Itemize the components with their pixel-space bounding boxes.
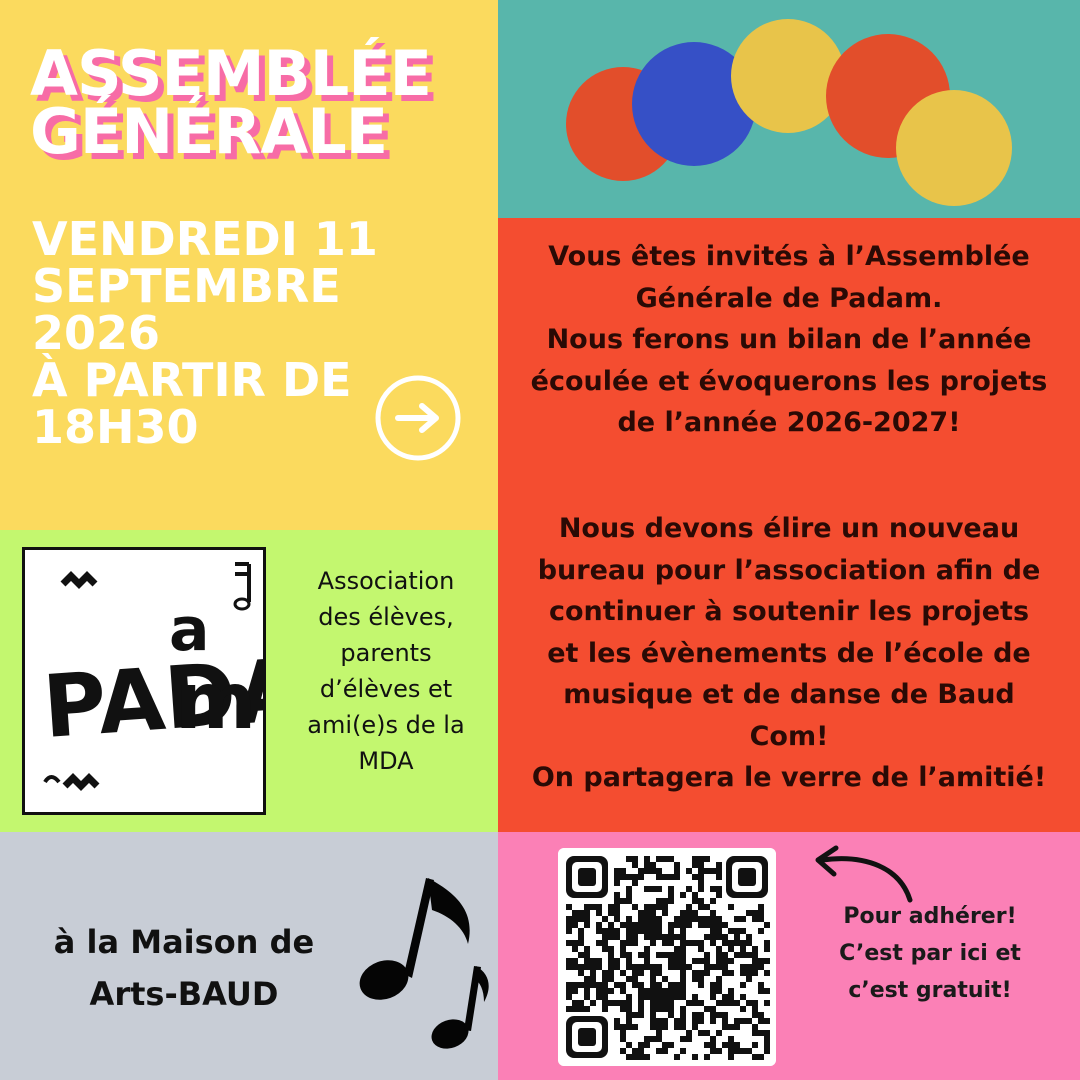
venue-panel	[0, 832, 498, 1080]
music-notes-icon	[350, 870, 490, 1060]
join-line-2: C’est par ici et	[839, 941, 1021, 966]
message-line: de l’année 2026-2027!	[617, 407, 961, 438]
message-line: Nous ferons un bilan de l’année	[546, 324, 1032, 355]
message-line: et les évènements de l’école de	[547, 637, 1031, 669]
title-line-2: GÉNÉRALE	[30, 95, 388, 168]
association-line: ami(e)s de la	[307, 711, 465, 739]
logo-text: PADAM	[39, 634, 263, 758]
invitation-paragraph-2	[508, 508, 1070, 799]
association-panel	[0, 530, 498, 832]
membership-text	[798, 898, 1062, 1009]
message-line: musique et de danse de Baud	[563, 679, 1015, 710]
qr-finder-top-right	[726, 856, 768, 898]
qr-finder-top-left	[566, 856, 608, 898]
message-line: écoulée et évoquerons les projets	[530, 365, 1048, 397]
date-line-4: À PARTIR DE	[32, 353, 352, 407]
message-line: continuer à soutenir les projets	[548, 596, 1030, 627]
join-line-1: Pour adhérer!	[843, 904, 1017, 929]
padam-logo-art	[25, 550, 263, 812]
message-line: bureau pour l’association afin de	[537, 554, 1041, 586]
venue-text	[24, 916, 344, 1020]
qr-finder-bottom-left	[566, 1016, 608, 1058]
title-line-1: ASSEMBLÉE	[30, 37, 432, 110]
association-description	[286, 563, 486, 779]
date-line-3: 2026	[32, 306, 161, 360]
date-line-5: 18H30	[32, 400, 199, 454]
venue-line-2: Arts-BAUD	[89, 975, 279, 1013]
association-line: d’élèves et	[319, 675, 453, 703]
date-line-1: VENDREDI 11	[32, 212, 378, 266]
svg-text:a: a	[169, 595, 210, 665]
decorative-circles	[498, 0, 1080, 218]
message-line: Com!	[749, 720, 829, 752]
arrow-right-circle-icon	[374, 374, 462, 462]
association-line: des élèves,	[318, 603, 454, 631]
venue-line-1: à la Maison de	[53, 923, 315, 961]
padam-logo	[22, 547, 266, 815]
association-line: MDA	[358, 747, 414, 775]
title-panel	[0, 0, 498, 530]
message-line: Nous devons élire un nouveau	[558, 513, 1020, 544]
message-line: On partagera le verre de l’amitié!	[531, 762, 1047, 793]
invitation-paragraph-1	[508, 236, 1070, 444]
membership-panel	[498, 832, 1080, 1080]
association-line: parents	[340, 639, 432, 667]
invitation-message-panel	[498, 218, 1080, 832]
association-line: Association	[317, 567, 455, 595]
qr-code[interactable]	[558, 848, 776, 1066]
date-line-2: SEPTEMBRE	[32, 259, 341, 313]
decorative-circles-panel	[498, 0, 1080, 218]
message-line: Vous êtes invités à l’Assemblée	[548, 241, 1030, 272]
join-line-3: c’est gratuit!	[848, 978, 1012, 1003]
svg-text:m: m	[175, 657, 257, 747]
message-line: Générale de Padam.	[635, 282, 943, 314]
